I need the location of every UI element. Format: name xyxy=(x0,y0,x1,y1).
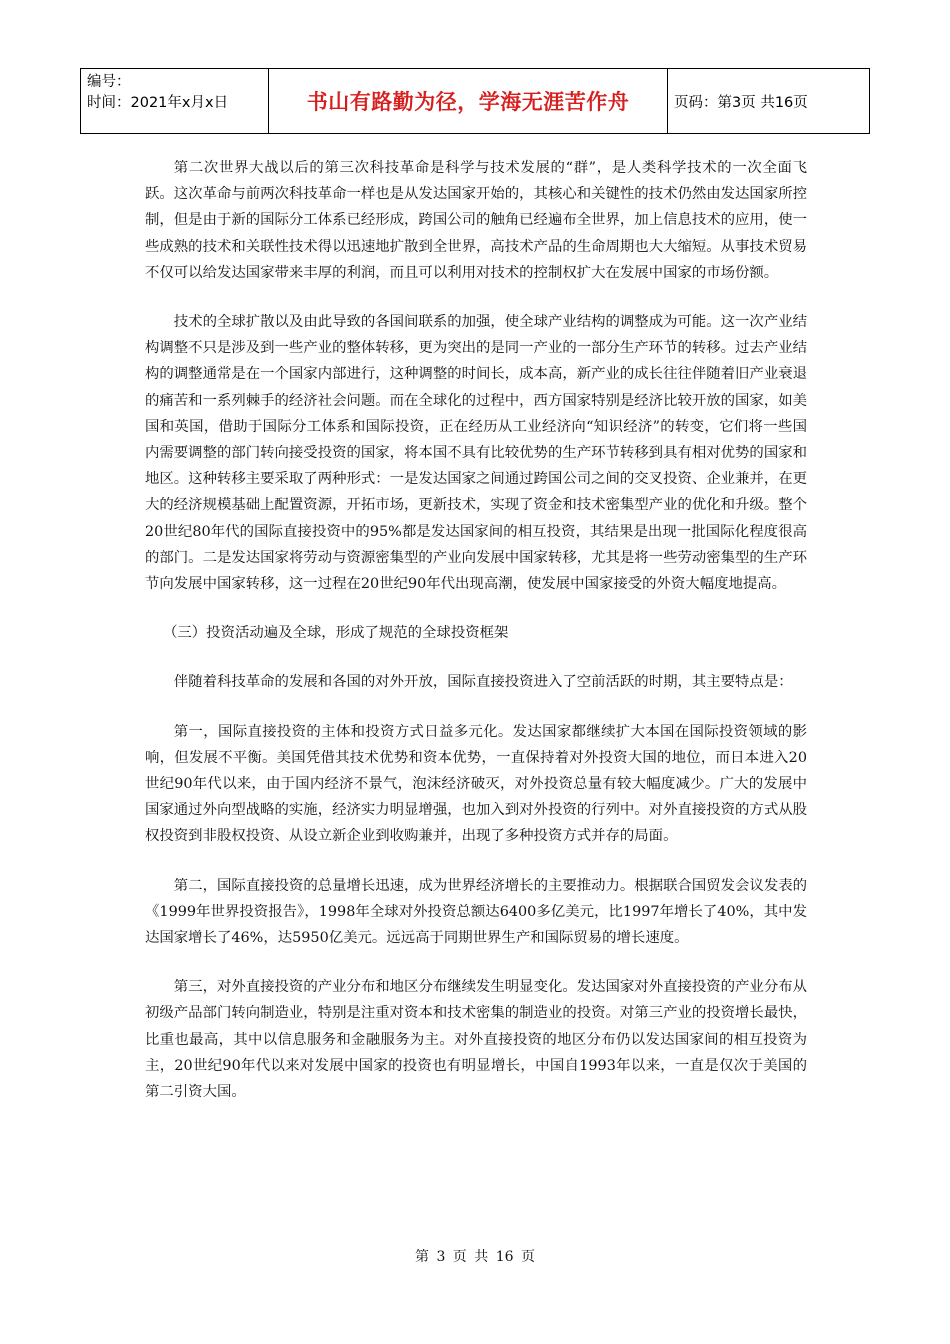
paragraph-point-two: 第二，国际直接投资的总量增长迅速，成为世界经济增长的主要推动力。根据联合国贸发会议发表的《1999年世界投资报告》，1998年全球对外投资总额达6400多亿美元，比1997年增长了40%，其中发达国家增长了46%，达5950亿美元。远远高于同期世界生产和国际贸易的增长速度。 xyxy=(145,877,807,947)
section-heading-investment: （三）投资活动遍及全球，形成了规范的全球投资框架 xyxy=(163,625,509,642)
header-motto: 书山有路勤为径，学海无涯苦作舟 xyxy=(269,69,668,133)
page-footer: 第 3 页 共 16 页 xyxy=(415,1249,535,1265)
header-page-info: 页码：第3页 共16页 xyxy=(674,94,808,111)
document-body xyxy=(145,155,807,1128)
page-header xyxy=(80,68,870,134)
document-number-label: 编号： xyxy=(87,74,131,90)
paragraph-point-three: 第三，对外直接投资的产业分布和地区分布继续发生明显变化。发达国家对外直接投资的产业分布从初级产品部门转向制造业，特别是注重对资本和技术密集的制造业的投资。对第三产业的投资增长最快，比重也最高，其中以信息服务和金融服务为主。对外直接投资的地区分布仍以发达国家间的相互投资为主，20世纪90年代以来对发展中国家的投资也有明显增长，中国自1993年以来，一直是仅次于美国的第二引资大国。 xyxy=(145,979,807,1101)
paragraph-industrial-restructuring: 技术的全球扩散以及由此导致的各国间联系的加强，使全球产业结构的调整成为可能。这一次产业结构调整不只是涉及到一些产业的整体转移，更为突出的是同一产业的一部分生产环节的转移。过去产业结构的调整通常是在一个国家内部进行，这种调整的时间长，成本高，新产业的成长往往伴随着旧产业衰退的痛苦和一系列棘手的经济社会问题。而在全球化的过程中，西方国家特别是经济比较开放的国家，如美国和英国，借助于国际分工体系和国际投资，正在经历从工业经济向“知识经济”的转变，它们将一些国内需要调整的部门转向接受投资的国家，将本国不具有比较优势的生产环节转移到具有相对优势的国家和地区。这种转移主要采取了两种形式：一是发达国家之间通过跨国公司之间的交叉投资、企业兼并，在更大的经济规模基础上配置资源，开拓市场，更新技术，实现了资金和技术密集型产业的优化和升级。整个20世纪80年代的国际直接投资中的95%都是发达国家间的相互投资，其结果是出现一批国际化程度很高的部门。二是发达国家将劳动与资源密集型的产业向发展中国家转移，尤其是将一些劳动密集型的生产环节向发展中国家转移，这一过程在20世纪90年代出现高潮，使发展中国家接受的外资大幅度地提高。 xyxy=(145,314,807,593)
paragraph-point-one: 第一，国际直接投资的主体和投资方式日益多元化。发达国家都继续扩大本国在国际投资领域的影响，但发展不平衡。美国凭借其技术优势和资本优势，一直保持着对外投资大国的地位，而日本进入20世纪90年代以来，由于国内经济不景气，泡沫经济破灭，对外投资总量有较大幅度减少。广大的发展中国家通过外向型战略的实施，经济实力明显增强，也加入到对外投资的行列中。对外直接投资的方式从股权投资到非股权投资、从设立新企业到收购兼并，出现了多种投资方式并存的局面。 xyxy=(145,723,807,845)
header-meta xyxy=(81,69,269,133)
paragraph-investment-intro: 伴随着科技革命的发展和各国的对外开放，国际直接投资进入了空前活跃的时期，其主要特点是： xyxy=(173,674,793,691)
document-date: 时间：2021年x月x日 xyxy=(87,95,229,111)
paragraph-tech-revolution: 第二次世界大战以后的第三次科技革命是科学与技术发展的“群”，是人类科学技术的一次全面飞跃。这次革命与前两次科技革命一样也是从发达国家开始的，其核心和关键性的技术仍然由发达国家所控制，但是由于新的国际分工体系已经形成，跨国公司的触角已经遍布全世界，加上信息技术的应用，使一些成熟的技术和关联性技术得以迅速地扩散到全世界，高技术产品的生命周期也大大缩短。从事技术贸易不仅可以给发达国家带来丰厚的利润，而且可以利用对技术的控制权扩大在发展中国家的市场份额。 xyxy=(145,160,807,281)
